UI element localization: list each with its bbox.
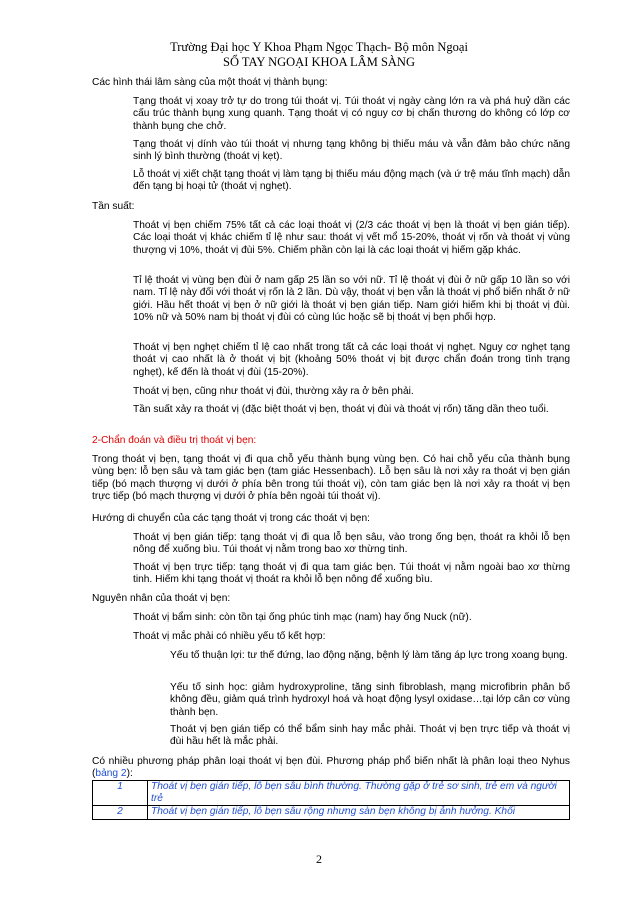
heading-frequency: Tần suất:: [92, 201, 135, 212]
table-row: [93, 781, 570, 806]
paragraph-classification: [92, 756, 570, 781]
paragraph-direct-hernia: Thoát vị bẹn trực tiếp: tạng thoát vị đi qua tam giác bẹn. Túi thoát vị nằm ngoài bao xơ thừng tinh. Hiếm khi tạng thoát vị thoát ra khỏi lỗ bẹn nông để xuống bìu.: [133, 562, 570, 586]
paragraph-free-hernia: Tạng thoát vị xoay trở tự do trong túi thoát vị. Túi thoát vị ngày càng lớn ra và phá huỷ dần các cấu trúc thành bụng xung quanh. Tạng thoát vị có nguy cơ bị chấn thương do không có lớp cơ thành bụng che chở.: [133, 96, 570, 132]
paragraph-incarcerated-hernia: Tạng thoát vị dính vào túi thoát vị nhưng tạng không bị thiếu máu và vẫn đảm bảo chức năng sinh lý bình thường (thoát vị kẹt).: [133, 139, 570, 163]
nyhus-classification-table: [92, 780, 570, 820]
paragraph-inguinal-weak-points: Trong thoát vị bẹn, tạng thoát vị đi qua chỗ yếu thành bụng vùng bẹn. Có hai chỗ yếu của thành bụng vùng bẹn: lỗ bẹn sâu và tam giác bẹn (tam giác Hessenbach). Lỗ bẹn sâu là nơi xảy ra thoát vị bẹn gián tiếp (bó mạch thượng vị dưới ở phía bên trong túi thoát vị), còn tam giác bẹn là nơi xảy ra thoát vị bẹn trực tiếp (bó mạch thượng vị dưới ở phía bên ngoài túi thoát vị).: [92, 454, 570, 503]
page-number: 2: [316, 852, 322, 866]
section-heading-inguinal-hernia: 2-Chẩn đoán và điều trị thoát vị bẹn:: [92, 435, 257, 446]
table-cell-number: 1: [93, 781, 148, 806]
heading-causes: Nguyên nhân của thoát vị bẹn:: [92, 593, 231, 604]
paragraph-biological-factors: Yếu tố sinh học: giảm hydroxyproline, tăng sinh fibroblash, mạng microfibrin phân bố không đều, giảm quá trình hydroxyl hoá và hoạt động lysyl oxidase…tại lớp cân cơ vùng thành bẹn.: [170, 682, 570, 718]
table-cell-number: 2: [93, 806, 148, 819]
paragraph-acquired: Thoát vị mắc phải có nhiều yếu tố kết hợp:: [133, 631, 326, 642]
paragraph-frequency-5: Tần suất xảy ra thoát vị (đặc biệt thoát vị bẹn, thoát vị đùi và thoát vị rốn) tăng dần theo tuổi.: [133, 404, 549, 415]
classification-text: Có nhiều phương pháp phân loại thoát vị bẹn đùi. Phương pháp phổ biến nhất là phân loại theo Nyhus (: [92, 756, 570, 780]
paragraph-frequency-1: Thoát vị bẹn chiếm 75% tất cả các loại thoát vị (2/3 các thoát vị bẹn là thoát vị bẹn gián tiếp). Các loại thoát vị khác chiếm tỉ lệ như sau: thoát vị vết mổ 15-20%, thoát vị rốn và thoát vị vùng thượng vị 10%, thoát vị đùi 5%. Chiếm phần còn lại là các loại thoát vị hiếm gặp khác.: [133, 220, 570, 256]
header-book-title: SỔ TAY NGOẠI KHOA LÂM SÀNG: [223, 55, 415, 69]
paragraph-indirect-hernia: Thoát vị bẹn gián tiếp: tạng thoát vị đi qua lỗ bẹn sâu, vào trong ống bẹn, thoát ra khỏi lỗ bẹn nông để xuống bìu. Túi thoát vị nằm trong bao xơ thừng tinh.: [133, 532, 570, 556]
table-cell-description: Thoát vị bẹn gián tiếp, lỗ bẹn sâu rộng nhưng sàn bẹn không bị ảnh hưởng. Khối: [148, 806, 570, 819]
paragraph-frequency-3: Thoát vị bẹn nghẹt chiếm tỉ lệ cao nhất trong tất cả các loại thoát vị nghẹt. Nguy cơ nghẹt tạng thoát vị cao nhất là ở thoát vị bịt (khoảng 50% thoát vị bịt được chẩn đoán trong tình trạng nghẹt), kế đến là thoát vị đùi (15-20%).: [133, 342, 570, 378]
paragraph-strangulated-hernia: Lỗ thoát vị xiết chặt tạng thoát vị làm tạng bị thiếu máu động mạch (và ứ trệ máu tĩnh mạch) dẫn đến tạng bị hoại tử (thoát vị nghẹt).: [133, 169, 570, 193]
paragraph-frequency-4: Thoát vị bẹn, cũng như thoát vị đùi, thường xảy ra ở bên phải.: [133, 386, 414, 397]
header-institution: Trường Đại học Y Khoa Phạm Ngọc Thạch- Bộ môn Ngoại: [170, 40, 468, 54]
paragraph-frequency-2: Tỉ lệ thoát vị vùng bẹn đùi ở nam gấp 25 lần so với nữ. Tỉ lệ thoát vị đùi ở nữ gấp 10 lần so với nam. Tỉ lệ này đối với thoát vị rốn là 2 lần. Dù vậy, thoát vị bẹn vẫn là thoát vị phổ biến nhất ở nữ giới. Hầu hết thoát vị bẹn ở nữ giới là thoát vị bẹn gián tiếp. Nam giới hiếm khi bị thoát vị đùi. 10% nữ và 50% nam bị thoát vị đùi có cùng lúc hoặc sẽ bị thoát vị bẹn phối hợp.: [133, 275, 570, 324]
table-row: [93, 806, 570, 819]
paragraph-indirect-direct-note: Thoát vị bẹn gián tiếp có thể bẩm sinh hay mắc phải. Thoát vị bẹn trực tiếp và thoát vị đùi hầu hết là mắc phải.: [170, 724, 570, 748]
paragraph-migration-direction: Hướng di chuyển của các tạng thoát vị trong các thoát vị bẹn:: [92, 513, 370, 524]
paragraph-clinical-forms: Các hình thái lâm sàng của một thoát vị thành bụng:: [92, 77, 328, 88]
classification-text-end: ):: [126, 768, 133, 780]
paragraph-congenital: Thoát vị bẩm sinh: còn tồn tại ống phúc tinh mạc (nam) hay ống Nuck (nữ).: [133, 612, 472, 623]
table-cell-description: Thoát vị bẹn gián tiếp, lỗ bẹn sâu bình thường. Thường gặp ở trẻ sơ sinh, trẻ em và người trẻ: [148, 781, 570, 806]
paragraph-favorable-factors: Yếu tố thuận lợi: tư thế đứng, lao động nặng, bệnh lý làm tăng áp lực trong xoang bụng.: [170, 650, 568, 661]
table-2-link[interactable]: bảng 2: [95, 768, 127, 780]
